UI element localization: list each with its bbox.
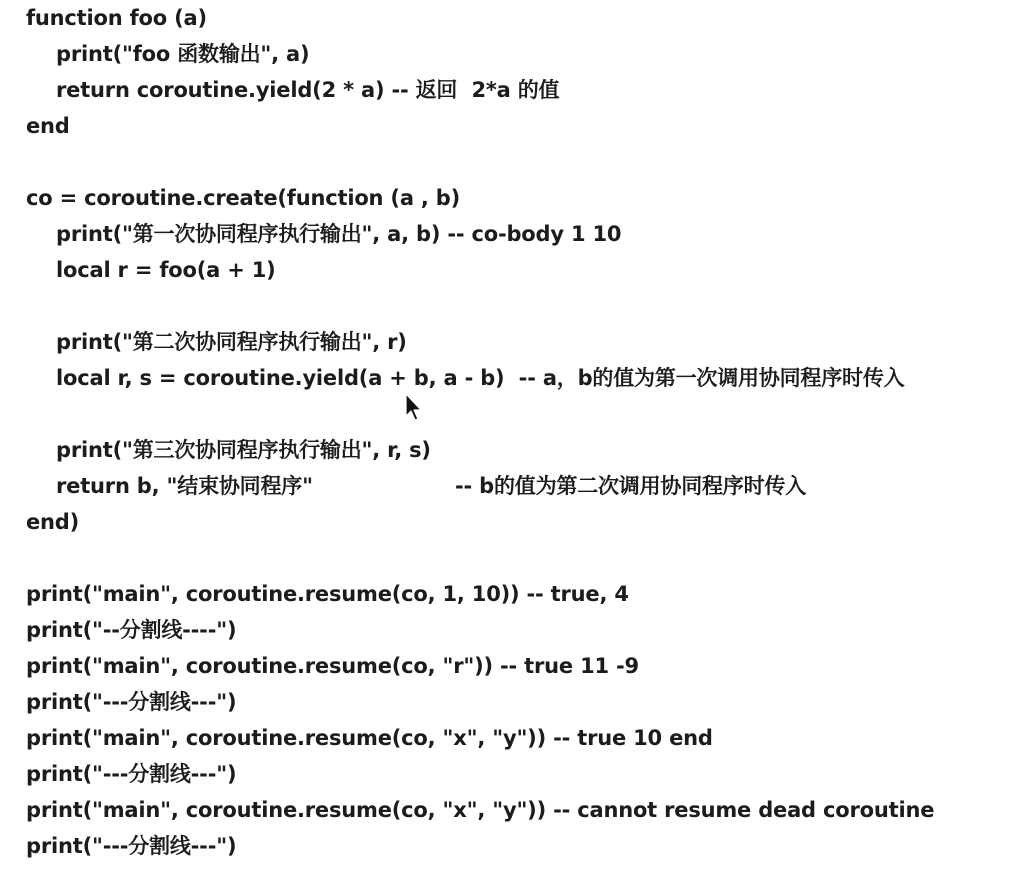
code-line: function foo (a) <box>26 6 207 30</box>
code-line: local r = foo(a + 1) <box>56 258 276 282</box>
code-line: print("第三次协同程序执行输出", r, s) <box>56 438 431 462</box>
code-line: local r, s = coroutine.yield(a + b, a - b) -- a，b的值为第一次调用协同程序时传入 <box>56 366 905 390</box>
code-line: return coroutine.yield(2 * a) -- 返回 2*a 的值 <box>56 78 560 102</box>
code-line: print("main", coroutine.resume(co, "x", "y")) -- cannot resume dead coroutine <box>26 798 935 822</box>
code-line: end <box>26 114 70 138</box>
code-view <box>26 0 1031 869</box>
code-line: print("第一次协同程序执行输出", a, b) -- co-body 1 10 <box>56 222 622 246</box>
mouse-pointer-icon <box>404 392 424 426</box>
code-line: co = coroutine.create(function (a , b) <box>26 186 461 210</box>
code-line: return b, "结束协同程序" -- b的值为第二次调用协同程序时传入 <box>56 474 807 498</box>
code-line: print("main", coroutine.resume(co, 1, 10)) -- true, 4 <box>26 582 629 606</box>
code-line: print("foo 函数输出", a) <box>56 42 310 66</box>
code-line: print("---分割线---") <box>26 690 237 714</box>
code-line: print("main", coroutine.resume(co, "r")) -- true 11 -9 <box>26 654 639 678</box>
code-line: print("---分割线---") <box>26 834 237 858</box>
code-line: print("---分割线---") <box>26 762 237 786</box>
code-line: print("main", coroutine.resume(co, "x", "y")) -- true 10 end <box>26 726 713 750</box>
code-line: print("--分割线----") <box>26 618 237 642</box>
code-line: end) <box>26 510 80 534</box>
code-line: print("第二次协同程序执行输出", r) <box>56 330 407 354</box>
